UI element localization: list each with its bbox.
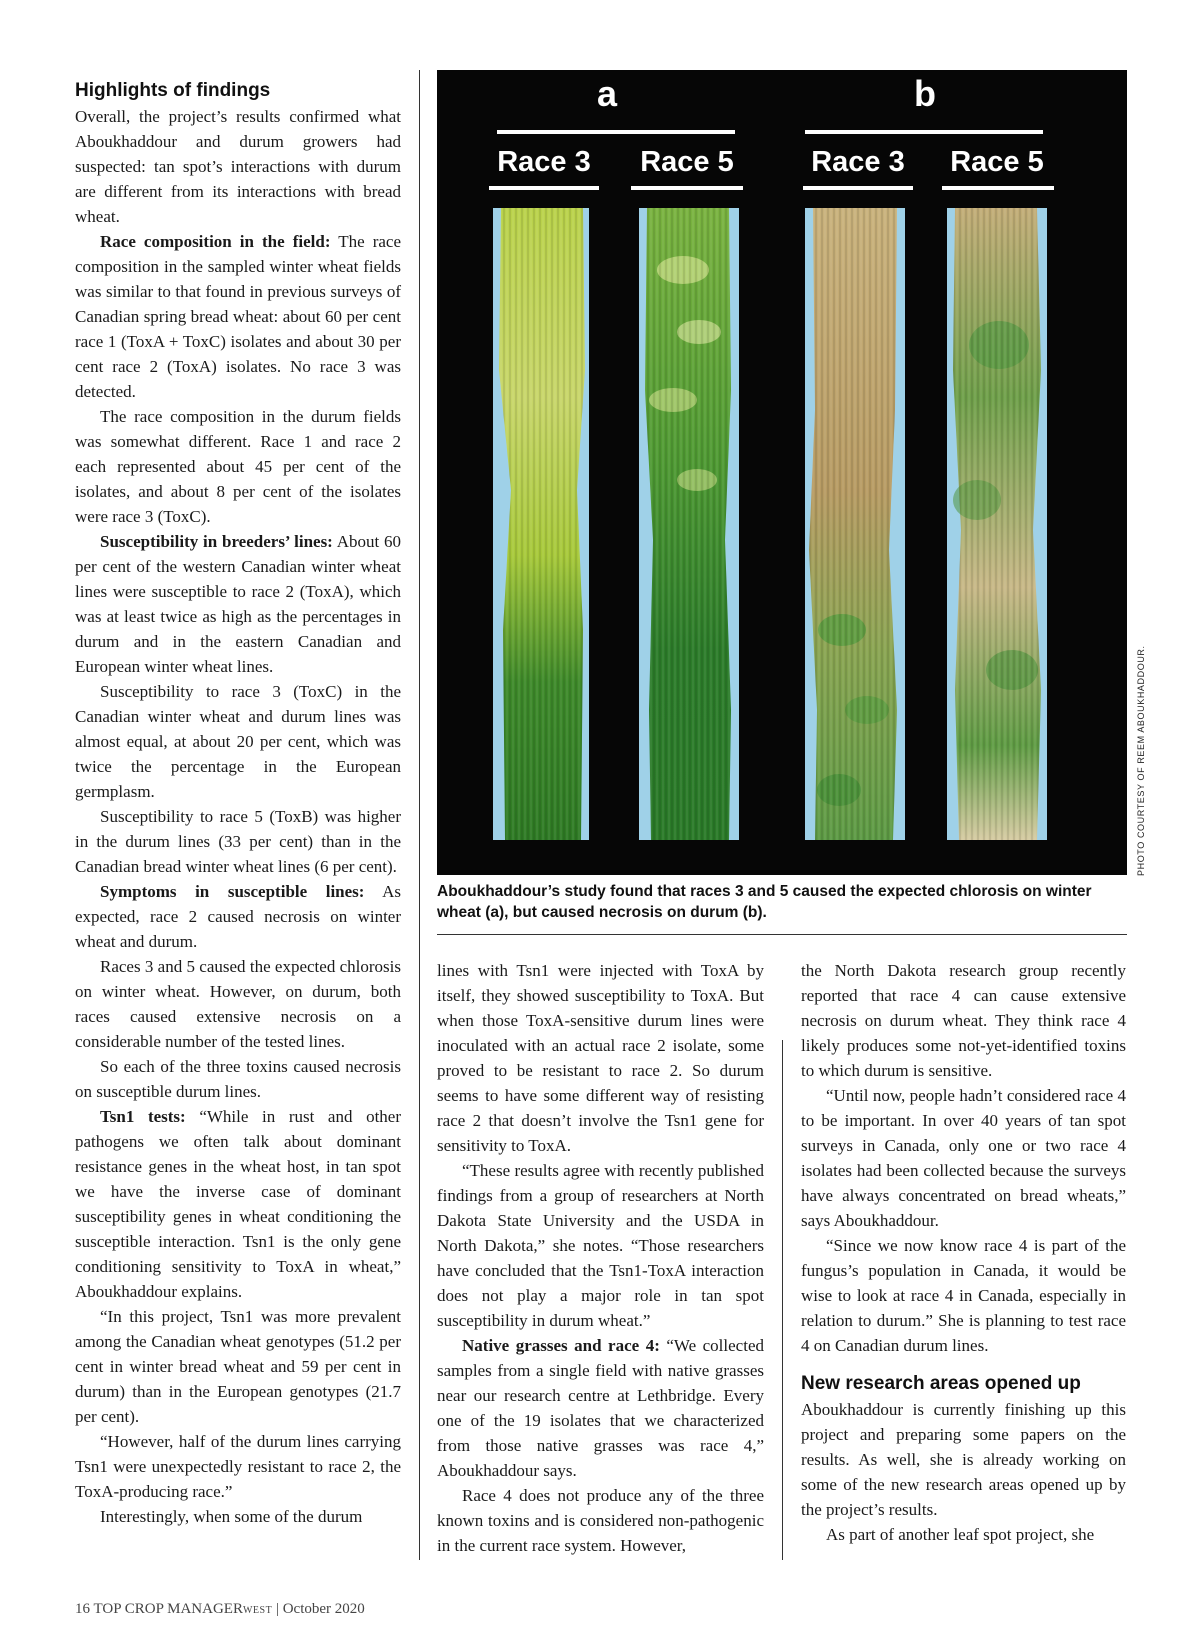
paragraph: The race composition in the durum fields was somewhat different. Race 1 and race 2 each represented about 45 per cent of the isolates, and about 8 per cent of the isolates were race 3 (ToxC). bbox=[75, 407, 401, 526]
underline-race-5-b bbox=[942, 186, 1054, 190]
paragraph bbox=[437, 1333, 764, 1483]
paragraph: Aboukhaddour is currently finishing up this project and preparing some papers on the results. As well, she is already working on some of the new research areas opened up by the project’s results. bbox=[801, 1400, 1126, 1519]
column-divider bbox=[782, 1040, 783, 1560]
article-column-1 bbox=[75, 79, 401, 1529]
paragraph-lead: Symptoms in susceptible lines: bbox=[100, 882, 365, 901]
paragraph: Races 3 and 5 caused the expected chlorosis on winter wheat. However, on durum, both races caused extensive necrosis on a considerable number of the tested lines. bbox=[75, 957, 401, 1051]
underline-race-3-b bbox=[803, 186, 913, 190]
leaf-panel-b-race-5 bbox=[947, 208, 1047, 840]
paragraph bbox=[75, 529, 401, 679]
leaf-panel-a-race-3 bbox=[493, 208, 589, 840]
label-race-5-a: Race 5 bbox=[640, 146, 734, 178]
paragraph-text: “While in rust and other pathogens we often talk about dominant resistance genes in the wheat host, in tan spot we have the inverse case of dominant susceptibility genes in wheat conditioning the susceptible interaction. Tsn1 is the only gene conditioning sensitivity to ToxA in wheat,” Aboukhaddour explains. bbox=[75, 1107, 402, 1301]
paragraph: “However, half of the durum lines carrying Tsn1 were unexpectedly resistant to race 2, the ToxA-producing race.” bbox=[75, 1432, 401, 1501]
column-divider bbox=[419, 70, 420, 1560]
panel-letter-b: b bbox=[914, 73, 936, 114]
article-column-2 bbox=[437, 958, 764, 1558]
paragraph-text: As expected, race 2 caused necrosis on winter wheat and durum. bbox=[75, 882, 401, 951]
paragraph: As part of another leaf spot project, she bbox=[826, 1525, 1095, 1544]
paragraph-lead: Native grasses and race 4: bbox=[462, 1336, 660, 1355]
paragraph bbox=[75, 229, 401, 404]
figure-illustration bbox=[437, 70, 1127, 875]
paragraph: Susceptibility to race 5 (ToxB) was higher in the durum lines (33 per cent) than in the Canadian bread winter wheat lines (6 per cent). bbox=[75, 807, 401, 876]
paragraph: Overall, the project’s results confirmed what Aboukhaddour and durum growers had suspected: tan spot’s interactions with durum are different from its interactions with bread wheat. bbox=[75, 107, 401, 226]
photo-credit: PHOTO COURTESY OF REEM ABOUKHADDOUR. bbox=[1136, 645, 1146, 876]
paragraph-lead: Susceptibility in breeders’ lines: bbox=[100, 532, 333, 551]
caption-rule bbox=[437, 934, 1127, 935]
label-race-3-b: Race 3 bbox=[811, 146, 905, 178]
panel-b-bracket bbox=[805, 130, 1043, 134]
magazine-title: TOP CROP MANAGER bbox=[93, 1601, 243, 1617]
panel-letter-a: a bbox=[596, 73, 618, 114]
panel-a-bracket bbox=[497, 130, 735, 134]
label-race-3-a: Race 3 bbox=[497, 146, 591, 178]
paragraph: Susceptibility to race 3 (ToxC) in the Canadian winter wheat and durum lines was almost equal, at about 20 per cent, which was twice the percentage in the European germplasm. bbox=[75, 682, 401, 801]
underline-race-3-a bbox=[489, 186, 599, 190]
paragraph-text: The race composition in the sampled winter wheat fields was similar to that found in previous surveys of Canadian spring bread wheat: about 60 per cent race 1 (ToxA + ToxC) isolates and about 30 per cent race 2 (ToxA) isolates. No race 3 was detected. bbox=[75, 232, 401, 401]
paragraph bbox=[75, 879, 401, 954]
paragraph: So each of the three toxins caused necrosis on susceptible durum lines. bbox=[75, 1057, 401, 1101]
section-heading-highlights: Highlights of findings bbox=[75, 80, 271, 101]
figure-caption: Aboukhaddour’s study found that races 3 and 5 caused the expected chlorosis on winter wheat (a), but caused necrosis on durum (b). bbox=[437, 883, 1092, 921]
issue-date: October 2020 bbox=[282, 1601, 365, 1617]
paragraph bbox=[75, 1104, 401, 1304]
page-number: 16 bbox=[75, 1601, 90, 1617]
article-column-3 bbox=[801, 958, 1126, 1547]
figure-wheat-leaves bbox=[437, 70, 1127, 875]
paragraph-text: About 60 per cent of the western Canadian winter wheat lines were susceptible to race 2 (ToxA), which was at least twice as high as the percentages in durum and in the eastern Canadian and European winter wheat lines. bbox=[75, 532, 401, 676]
paragraph: “In this project, Tsn1 was more prevalent among the Canadian wheat genotypes (51.2 per cent in winter bread wheat and 59 per cent in durum) than in the European genotypes (21.7 per cent). bbox=[75, 1307, 401, 1426]
underline-race-5-a bbox=[631, 186, 743, 190]
paragraph: “These results agree with recently published findings from a group of researchers at North Dakota State University and the USDA in North Dakota,” she notes. “Those researchers have concluded that the Tsn1-ToxA interaction does not play a major role in tan spot susceptibility in durum wheat.” bbox=[437, 1161, 764, 1330]
paragraph: the North Dakota research group recently reported that race 4 can cause extensive necrosis on durum wheat. They think race 4 likely produces some not-yet-identified toxins to which durum is sensitive. bbox=[801, 961, 1126, 1080]
paragraph: “Until now, people hadn’t considered race 4 to be important. In over 40 years of tan spot surveys in Canada, only one or two race 4 isolates had been collected because the surveys have always concentrated on bread wheats,” says Aboukhaddour. bbox=[801, 1086, 1126, 1230]
paragraph: Interestingly, when some of the durum bbox=[100, 1507, 363, 1526]
paragraph: Race 4 does not produce any of the three known toxins and is considered non-pathogenic in the current race system. However, bbox=[437, 1486, 764, 1555]
paragraph-lead: Race composition in the field: bbox=[100, 232, 331, 251]
page-footer bbox=[75, 1601, 365, 1618]
paragraph: “Since we now know race 4 is part of the fungus’s population in Canada, it would be wise to look at race 4 in Canada, especially in relation to durum.” She is planning to test race 4 on Canadian durum lines. bbox=[801, 1236, 1126, 1355]
footer-separator: | bbox=[275, 1601, 279, 1617]
section-heading-new-research: New research areas opened up bbox=[801, 1373, 1081, 1394]
paragraph-lead: Tsn1 tests: bbox=[100, 1107, 186, 1126]
label-race-5-b: Race 5 bbox=[950, 146, 1044, 178]
leaf-panel-a-race-5 bbox=[639, 208, 739, 840]
paragraph-text: “We collected samples from a single field with native grasses near our research centre at Lethbridge. Every one of the 19 isolates that we characterized from those native grasses was race 4,” Aboukhaddour says. bbox=[437, 1336, 764, 1480]
leaf-panel-b-race-3 bbox=[805, 208, 905, 840]
magazine-edition: WEST bbox=[242, 1605, 273, 1616]
paragraph: lines with Tsn1 were injected with ToxA by itself, they showed susceptibility to ToxA. But when those ToxA-sensitive durum lines were inoculated with an actual race 2 isolate, some proved to be resistant to race 2. So durum seems to have some different way of resisting race 2 that doesn’t involve the Tsn1 gene for sensitivity to ToxA. bbox=[437, 961, 764, 1155]
